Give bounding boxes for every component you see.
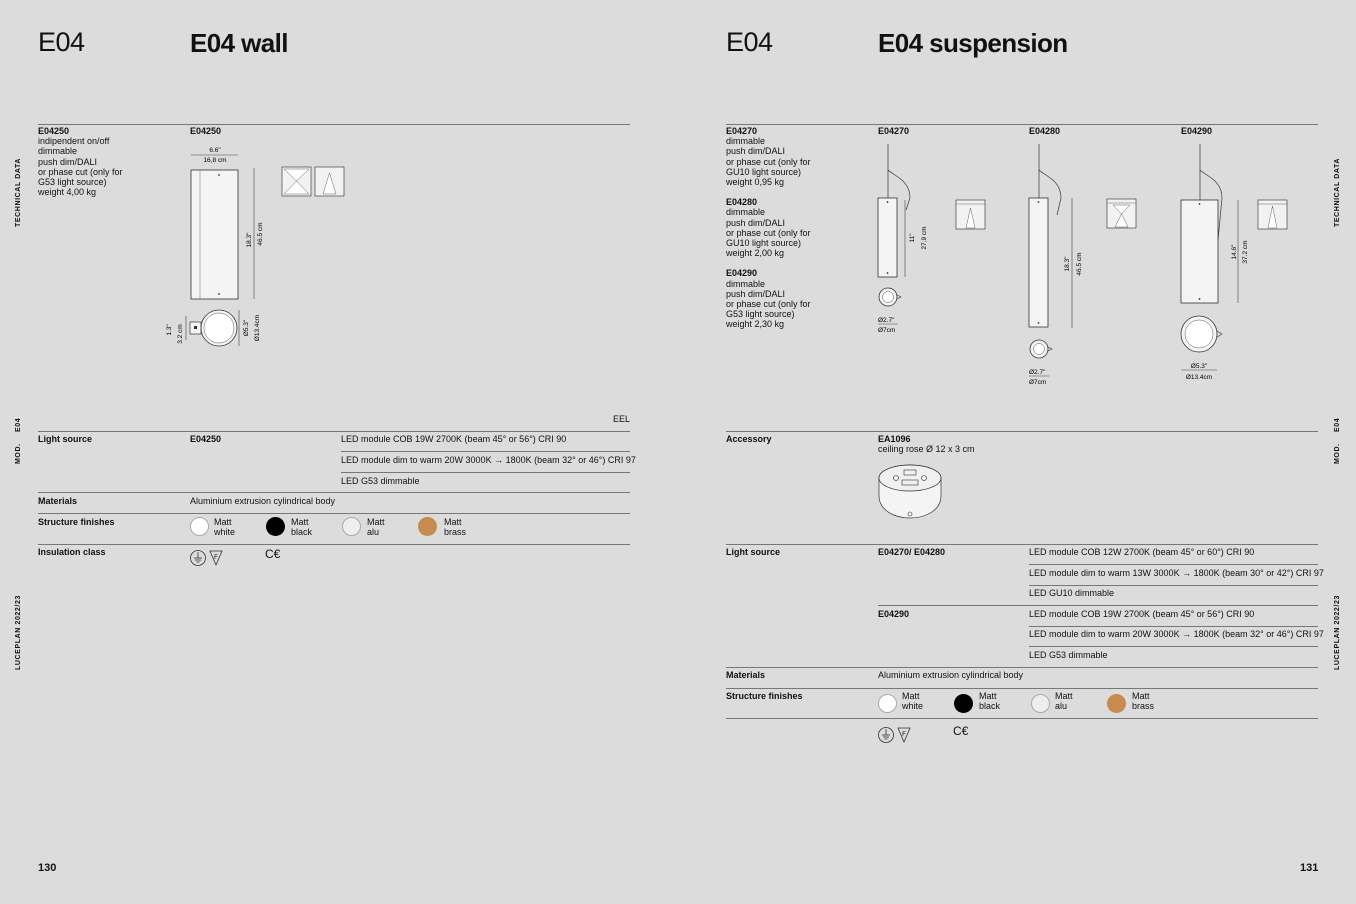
side-label-technical: TECHNICAL DATA [1334,157,1341,227]
light-source-item: LED module COB 19W 2700K (beam 45° or 56°) CRI 90 [1029,609,1255,619]
materials-value: Aluminium extrusion cylindrical body [190,496,336,506]
dim-label: Ø13.4cm [254,314,261,342]
divider [1029,646,1318,647]
light-source-item: LED G53 dimmable [341,476,420,486]
finish-swatch-black [266,517,285,536]
light-source-label: Light source [726,547,781,557]
svg-text:27,9 cm: 27,9 cm [921,226,928,250]
finish-label: Matt white [902,691,924,712]
finish-swatch-white [878,694,897,713]
svg-text:14.6": 14.6" [1231,244,1238,260]
dim-label: Ø5.3" [243,319,250,337]
ce-mark: C€ [953,724,969,738]
left-product-code: E04 [38,27,85,57]
suspension-drawing-e04280 [1021,140,1151,390]
left-spec-block [38,126,178,197]
divider [38,431,630,432]
side-label-brand: LUCEPLAN 2022/23 [1334,595,1341,670]
accessory-label: Accessory [726,434,772,444]
ceiling-rose-drawing [874,460,946,524]
divider [1029,626,1318,627]
spec-line: or phase cut (only for [38,166,123,177]
insulation-label: Insulation class [38,547,106,557]
spec-code: E04280 [726,197,758,208]
page-number: 130 [38,862,57,874]
dim-label: 18.3" [246,232,253,248]
finishes-label: Structure finishes [726,691,803,701]
side-label-model: E04 [1334,417,1341,432]
materials-label: Materials [38,496,78,506]
svg-text:Ø5.3": Ø5.3" [1190,363,1208,370]
light-source-item: LED module COB 19W 2700K (beam 45° or 56°) CRI 90 [341,434,567,444]
svg-text:Ø2.7": Ø2.7" [1029,369,1046,376]
ce-mark: C€ [265,547,281,561]
finish-swatch-white [190,517,209,536]
suspension-drawing-e04290 [1172,140,1302,390]
spec-line: indipendent on/off [38,136,110,147]
finish-label: Matt alu [367,517,385,538]
spec-line: push dim/DALI [38,156,98,167]
finish-swatch-alu [1031,694,1050,713]
light-source-item: LED module dim to warm 20W 3000K → 1800K (beam 32° or 46°) CRI 97 [1029,629,1324,639]
spec-line: weight 4,00 kg [38,187,97,198]
divider [726,544,1318,545]
svg-text:F: F [902,732,906,738]
divider [38,544,630,545]
side-label-mod: MOD. [1334,443,1341,464]
svg-text:18.3": 18.3" [1064,256,1071,272]
finishes-label: Structure finishes [38,517,115,527]
finish-swatch-black [954,694,973,713]
light-source-item: LED G53 dimmable [1029,650,1108,660]
divider [726,718,1318,719]
divider [341,472,630,473]
divider [726,124,1318,125]
materials-label: Materials [726,670,766,680]
spec-code: E04250 [38,126,70,136]
side-label-mod: MOD. [15,443,22,464]
wall-lamp-drawing [160,140,360,350]
finish-swatch-alu [342,517,361,536]
spec-line: dimmable [38,146,78,157]
svg-text:37.2 cm: 37.2 cm [1242,240,1249,264]
side-label-brand: LUCEPLAN 2022/23 [15,595,22,670]
divider [38,513,630,514]
divider [878,605,1318,606]
drawing-code: E04280 [1029,126,1061,136]
page-number: 131 [1300,862,1319,874]
finish-label: Matt black [291,517,313,538]
light-source-item: LED GU10 dimmable [1029,588,1115,598]
divider [341,451,630,452]
light-source-item: LED module dim to warm 20W 3000K → 1800K (beam 32° or 46°) CRI 97 [341,455,636,465]
finish-label: Matt white [214,517,236,538]
svg-text:46.5 cm: 46.5 cm [1076,252,1083,276]
divider [726,431,1318,432]
svg-text:Ø2.7": Ø2.7" [878,317,895,324]
dim-label: 1.3" [166,324,173,336]
divider [38,492,630,493]
finish-label: Matt black [979,691,1001,712]
dim-label: 46.5 cm [257,222,264,246]
finish-label: Matt brass [1132,691,1155,712]
dim-label: 3.2 cm [177,324,184,344]
divider [1029,564,1318,565]
light-source-item: LED module COB 12W 2700K (beam 45° or 60°) CRI 90 [1029,547,1255,557]
eel-label: EEL [613,414,631,424]
insulation-class-icon [189,548,227,568]
finish-swatch-brass [1107,694,1126,713]
light-source-code: E04290 [878,609,910,619]
right-page-title: E04 suspension [878,28,1068,58]
suspension-drawing-e04270 [870,140,1000,340]
accessory-code: EA1096 [878,434,911,444]
accessory-desc: ceiling rose Ø 12 x 3 cm [878,444,975,454]
finish-label: Matt brass [444,517,467,538]
divider [1029,585,1318,586]
right-spec-block: E04270 dimmable push dim/DALI or phase cut (only for GU10 light source) weight 0,95 kg E04280 dimmable push dim/DALI or phase cut (only for GU10 light source) weight 2,00 kg E04290 dimmable push dim/DALI or phase cut (only for G53 light source) weight 2,30 kg [726,126,866,330]
left-page-title: E04 wall [190,28,288,58]
light-source-code: E04270/ E04280 [878,547,946,557]
svg-text:Ø7cm: Ø7cm [1029,379,1047,386]
side-label-technical: TECHNICAL DATA [15,157,22,227]
svg-text:Ø13.4cm: Ø13.4cm [1185,374,1213,381]
light-source-code: E04250 [190,434,222,444]
light-source-label: Light source [38,434,93,444]
divider [38,124,630,125]
materials-value: Aluminium extrusion cylindrical body [878,670,1024,680]
divider [726,667,1318,668]
spec-code: E04290 [726,268,758,279]
finish-label: Matt alu [1055,691,1073,712]
svg-text:11": 11" [909,233,916,243]
drawing-code: E04270 [878,126,910,136]
drawing-code: E04290 [1181,126,1213,136]
side-label-model: E04 [15,417,22,432]
spec-line: G53 light source) [38,177,107,188]
right-product-code: E04 [726,27,773,57]
light-source-item: LED module dim to warm 13W 3000K → 1800K (beam 30° or 42°) CRI 97 [1029,568,1324,578]
drawing-code: E04250 [190,126,222,136]
insulation-class-icon [877,725,915,745]
svg-text:Ø7cm: Ø7cm [878,327,896,334]
spec-code: E04270 [726,126,758,136]
divider [726,688,1318,689]
dim-label: 16,8 cm [203,157,227,164]
svg-text:F: F [214,555,218,561]
dim-label: 6.6" [209,147,221,154]
finish-swatch-brass [418,517,437,536]
